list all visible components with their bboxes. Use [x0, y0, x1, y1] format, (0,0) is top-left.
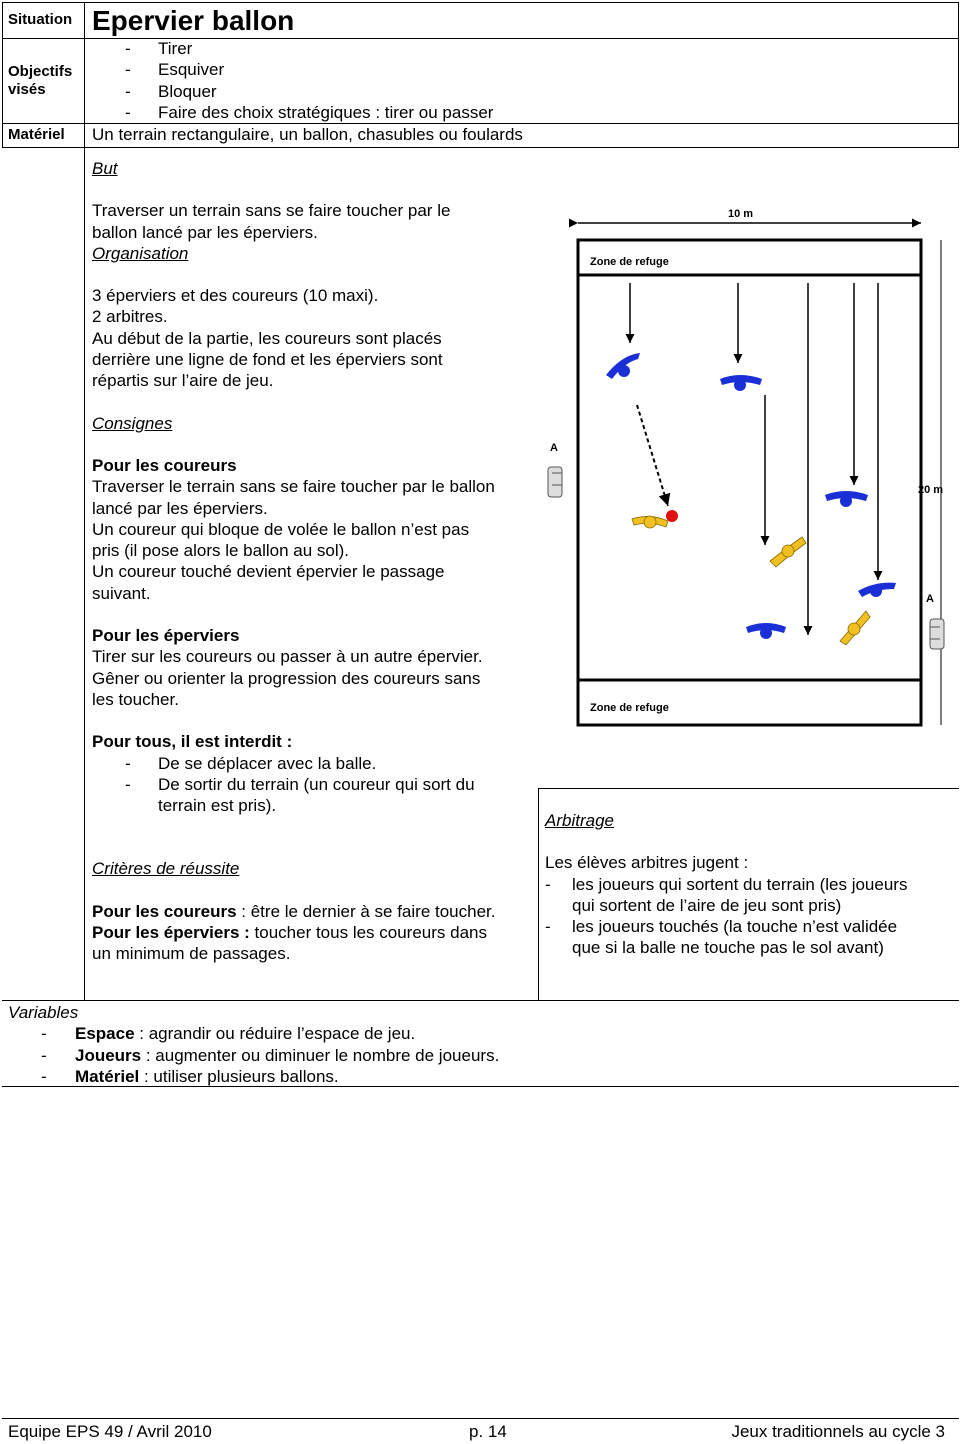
height-label: 20 m	[918, 484, 944, 496]
zone-refuge-bottom: Zone de refuge	[590, 702, 669, 714]
list-item: - Esquiver	[125, 60, 225, 80]
materiel-text: Un terrain rectangulaire, un ballon, chasubles ou foulards	[92, 125, 523, 144]
epervier-icon	[746, 623, 786, 639]
epervier-icon	[720, 375, 762, 391]
objectifs-list	[92, 38, 692, 123]
text-line: les toucher.	[92, 689, 179, 709]
list-item: - Faire des choix stratégiques : tirer ou passer	[125, 102, 494, 122]
runner-icon	[632, 516, 668, 528]
text-line: Gêner ou orienter la progression des coureurs sans	[92, 668, 481, 688]
list-item: - Tirer	[125, 39, 193, 58]
text-line: pris (il pose alors le ballon au sol).	[92, 541, 350, 561]
consignes-heading: Consignes	[92, 413, 173, 433]
criteres-eperviers: Pour les éperviers : toucher tous les coureurs dans	[92, 923, 487, 943]
list-item: - les joueurs touchés (la touche n’est validée que si la balle ne touche pas le sol avant)	[545, 917, 898, 958]
ball-pass	[637, 405, 668, 506]
text-line: Un coureur qui bloque de volée le ballon n’est pas	[92, 519, 470, 539]
zone-refuge-top: Zone de refuge	[590, 256, 669, 268]
situation-label: Situation	[8, 11, 73, 28]
text-line: un minimum de passages.	[92, 944, 291, 964]
runner-icon	[770, 537, 806, 567]
arbitre-left-label: A	[550, 442, 558, 454]
list-item: - Espace : agrandir ou réduire l’espace de jeu.	[41, 1024, 416, 1044]
text-line: 2 arbitres.	[92, 307, 168, 327]
list-item: - Matériel : utiliser plusieurs ballons.	[41, 1066, 339, 1086]
list-item: - Joueurs : augmenter ou diminuer le nombre de joueurs.	[41, 1045, 500, 1065]
text-line: répartis sur l’aire de jeu.	[92, 371, 274, 391]
width-label: 10 m	[728, 208, 754, 220]
objectifs-label: Objectifs visés	[8, 63, 73, 98]
epervier-icon	[825, 491, 868, 507]
text-line: derrière une ligne de fond et les éperviers sont	[92, 350, 443, 370]
runner-icon	[840, 611, 870, 645]
text-line: Tirer sur les coureurs ou passer à un autre épervier.	[92, 647, 483, 667]
eperviers-heading: Pour les éperviers	[92, 626, 240, 646]
variables-heading: Variables	[8, 1003, 79, 1022]
arbitrage-section	[545, 810, 957, 959]
arbitre-right-label: A	[926, 593, 934, 605]
page-number: p. 14	[469, 1422, 507, 1441]
list-item: - Bloquer	[125, 81, 217, 101]
text-line: Au début de la partie, les coureurs sont placés	[92, 328, 442, 348]
field-diagram	[540, 195, 960, 714]
but-heading: But	[92, 159, 118, 178]
arbitrage-intro: Les élèves arbitres jugent :	[545, 853, 749, 873]
interdit-list	[92, 753, 538, 817]
footer-left: Equipe EPS 49 / Avril 2010	[8, 1422, 212, 1441]
text-line: Traverser le terrain sans se faire toucher par le ballon	[92, 477, 495, 497]
text-line: lancé par les éperviers.	[92, 498, 268, 518]
text-line: Un coureur touché devient épervier le passage	[92, 562, 445, 582]
referee-left-icon	[548, 467, 562, 497]
criteres-coureurs: Pour les coureurs : être le dernier à se faire toucher.	[92, 901, 496, 921]
text-line: suivant.	[92, 583, 151, 603]
list-item: - De sortir du terrain (un coureur qui sort du terrain est pris).	[125, 774, 475, 816]
text-line: ballon lancé par les éperviers.	[92, 222, 318, 242]
materiel-label: Matériel	[8, 126, 65, 143]
footer-right: Jeux traditionnels au cycle 3	[731, 1422, 945, 1441]
list-item: - les joueurs qui sortent du terrain (les joueurs qui sortent de l’aire de jeu sont pris)	[545, 874, 908, 915]
text-line: Traverser un terrain sans se faire toucher par le	[92, 201, 451, 221]
epervier-icon	[858, 583, 896, 597]
coureurs-heading: Pour les coureurs	[92, 455, 237, 475]
page-title: Epervier ballon	[92, 5, 295, 36]
criteres-heading: Critères de réussite	[92, 859, 240, 879]
text-line: 3 éperviers et des coureurs (10 maxi).	[92, 286, 379, 306]
list-item: - De se déplacer avec la balle.	[125, 753, 377, 773]
ball-icon	[666, 510, 678, 522]
interdit-heading: Pour tous, il est interdit :	[92, 732, 293, 752]
arbitrage-heading: Arbitrage	[545, 811, 614, 830]
variables-section	[8, 1002, 948, 1087]
referee-right-icon	[930, 619, 944, 649]
organisation-heading: Organisation	[92, 243, 189, 263]
main-content	[92, 158, 538, 965]
epervier-icon	[606, 353, 640, 379]
